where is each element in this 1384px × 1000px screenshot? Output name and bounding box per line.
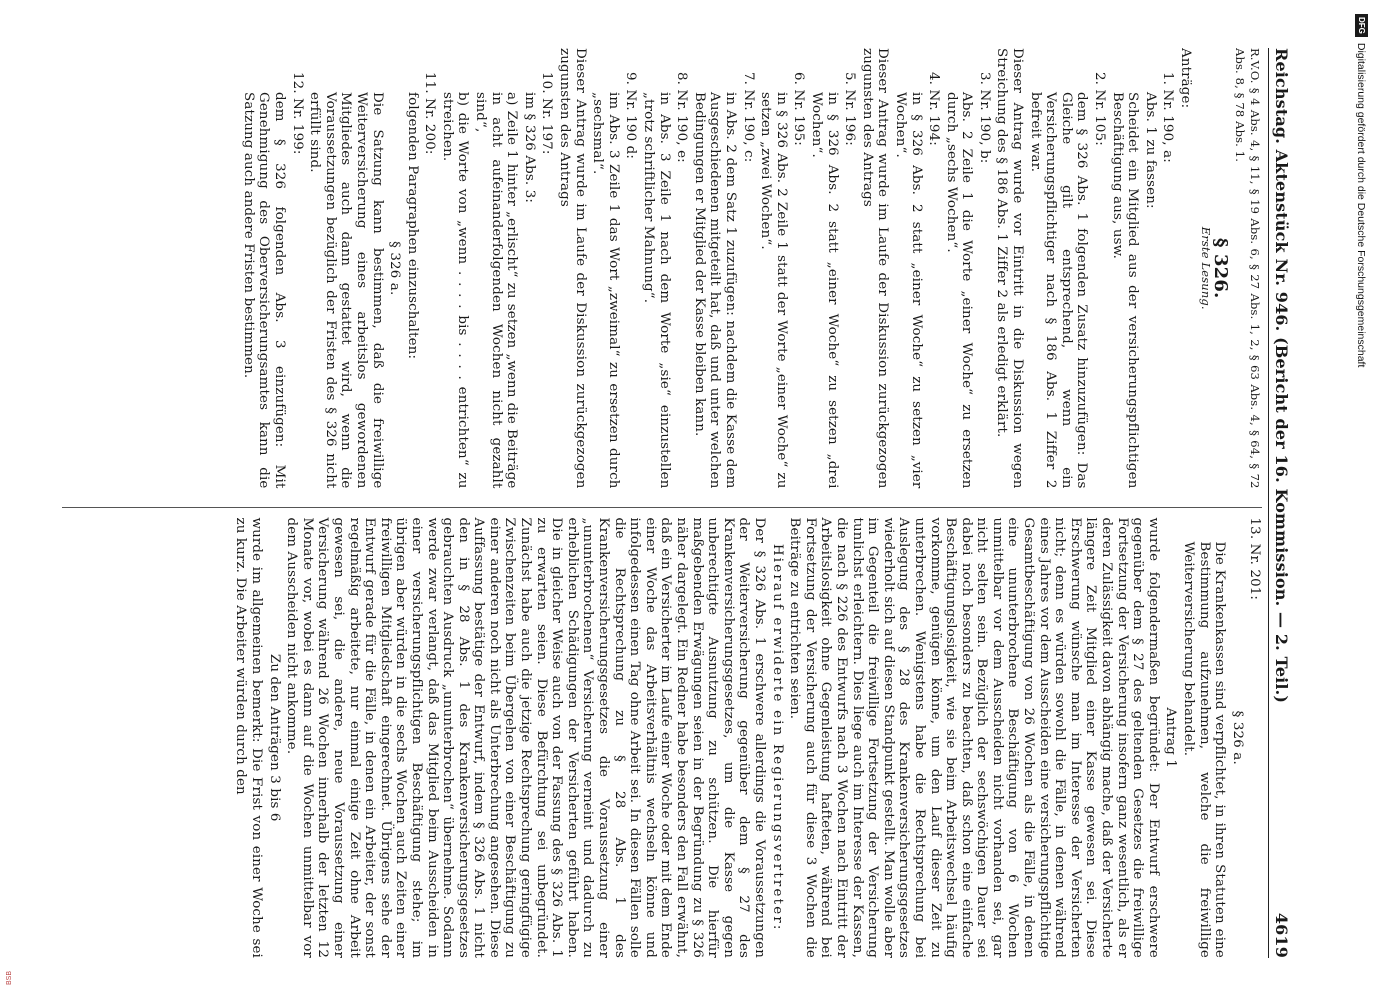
list-item: 8. Nr. 190, e: [674,72,690,163]
list-item: im § 326 Abs. 3: [521,92,537,204]
page-number: 4619 [1272,912,1291,958]
list-item: § 326 a. [387,241,403,296]
antrag-1-label: Antrag 1 [1163,707,1179,769]
dfg-logo: DFG [1355,14,1368,37]
list-item: Dieser Antrag wurde im Laufe der Diskussion zurückgezogen zugunsten des Antrags [859,48,891,489]
section-subtitle: Erste Lesung. [1198,226,1213,310]
paragraph: Zu den Anträgen 3 bis 6 [266,653,282,822]
list-item: im Abs. 3 Zeile 1 das Wort „zweimal“ zu ersetzen durch „sechsmal“. [590,92,621,489]
scan-mark: BSB [6,970,13,985]
list-item: in Abs. 3 Zeile 1 nach dem Worte „sie“ einzustellen „trotz schriftlicher Mahnung“. [641,92,672,489]
list-item: a) Zeile 1 hinter „erlischt“ zu setzen „wenn die Beiträge in acht aufeinanderfolgenden Wochen nicht gezahlt sind“, [473,92,520,489]
paragraph: wurde im allgemeinen bemerkt: Die Frist von einer Woche sei zu kurz. Die Arbeiter würden durch den [233,517,264,958]
list-item: 10. Nr. 197: [539,72,555,155]
list-item: Abs. 2 Zeile 1 die Worte „einer Woche“ zu ersetzen durch „sechs Wochen“. [943,92,975,489]
list-item: 7. Nr. 190, c: [740,72,756,163]
list-item: 11. Nr. 200: [422,72,438,155]
list-item: 1. Nr. 190, a: [1160,72,1176,163]
funding-note [1355,14,1368,998]
list-item: in § 326 Abs. 2 statt „einer Woche“ zu setzen „vier Wochen“. [892,92,924,489]
list-item: in § 326 Abs. 2 Zeile 1 statt der Worte „einer Woche“ zu setzen „zwei Wochen“. [758,92,789,489]
list-item: 4. Nr. 194: [926,72,942,146]
paragraph: Der § 326 Abs. 1 erschwere allerdings die Voraussetzungen der Weiterversicherung gegenüber dem § 27 des Krankenversicherungsgesetzes, um die Kasse gegen unberechtigte Ausnutzung zu schützen. Die hierfür maßgebenden Erwägungen seien in der Begründung zu § 326 näher dargelegt. Ein Redner habe besonders den Fall erwähnt, daß ein Versicherter im Laufe einer Woche oder mit dem Ende einer Woche das Arbeitsverhältnis wechseln könne und infolgedessen einen Tag ohne Arbeit sei. In diesen Fällen solle die Rechtsprechung zu § 28 Abs. 1 des Krankenversicherungsgesetzes die Voraussetzung einer „ununterbrochenen“ Versicherung verneint und dadurch zu erheblichen Schädigungen der Versicherten geführt haben. Die in gleicher Weise auch von der Fassung des § 326 Abs. 1 zu erwarten seien. Diese Befürchtung sei unbegründet. Zunächst habe auch die jetzige Rechtsprechung geringfügige Zwischenzeiten beim Übergehen von einer Beschäftigung zu einer anderen noch nicht als Unterbrechung angesehen. Diese Auffassung bestätige der Entwurf, indem § 326 Abs. 1 nicht den in § 28 Abs. 1 des Krankenversicherungsgesetzes gebrauchten Ausdruck „ununterbrochen“ übernehme. Sodann werde zwar verlangt, daß das Mitglied beim Ausscheiden in einer versicherungspflichtigen Beschäftigung stehe; im übrigen aber würden in die sechs Wochen auch Zeiten einer freiwilligen Mitgliedschaft eingerechnet. Übrigens sehe der Entwurf gerade für die Fälle, in denen ein Arbeiter, der sonst regelmäßig arbeitete, nur einmal einige Zeit ohne Arbeit gewesen sei, die andere, neue Voraussetzung einer Versicherung während 26 Wochen innerhalb der letzten 12 Monate vor, wobei es dann auf die Wochen unmittelbar vor dem Ausscheiden nicht ankomme. [284,517,767,958]
paragraph: Hierauf erwiderte ein Regierungsvertreter: [769,543,785,932]
list-item: Scheidet ein Mitglied aus der versicherungspflichtigen Beschäftigung aus, usw. [1109,92,1141,489]
item-13-label: 13. Nr. 201: [1247,517,1263,601]
list-item: b) die Worte von „wenn . . . . bis . . . . entrichten“ zu streichen. [439,92,471,489]
list-item: 3. Nr. 190, b: [976,72,992,164]
list-item: 6. Nr. 195: [791,72,807,146]
document-page [25,38,1295,968]
list-item: folgenden Paragraphen einzuschalten: [404,92,420,360]
section-title: § 326. [1210,238,1232,299]
list-item: dem § 326 Abs. 1 folgenden Zusatz hinzuzufügen: Das Gleiche gilt entsprechend, wenn ein Versicherungspflichtiger nach § 186 Abs. 1 Ziffer 2 befreit war. [1027,92,1090,489]
list-item: 2. Nr. 105: [1092,72,1108,146]
intro-line: R.V.O. § 4 Abs. 4, § 11, § 19 Abs. 6, § 27 Abs. 1, 2, § 63 Abs. 4, § 64, § 72 Abs. 8, § 78 Abs. 1. [1232,48,1263,489]
list-item: 9. Nr. 190 d: [623,72,639,160]
list-item: Dieser Antrag wurde im Laufe der Diskussion zurückgezogen zugunsten des Antrags [557,48,588,489]
list-item: in § 326 Abs. 2 statt „einer Woche“ zu setzen „drei Wochen“. [808,92,840,489]
section-326a: § 326 a. [1229,710,1245,765]
paragraph: wurde folgendermaßen begründet: Der Entwurf erschwere gegenüber dem § 27 des geltenden Gesetzes die freiwillige Fortsetzung der Versicherung insofern ganz wesentlich, als er deren Zulässigkeit davon abhängig mache, daß der Versicherte längere Zeit Mitglied einer Kasse gewesen sei. Diese Erschwerung wünsche man im Interesse der Versicherten nicht; denn es würden sowohl die Fälle, in denen während eines Jahres vor dem Ausscheiden eine versicherungspflichtige Gesamtbeschäftigung von 26 Wochen als die Fälle, in denen eine ununterbrochene Beschäftigung von 6 Wochen unmittelbar vor dem Ausscheiden nicht vorhanden sei, gar nicht selten sein. Bezüglich der sechswöchigen Dauer sei dabei noch besonders zu beachten, daß schon eine einfache Beschäftigungslosigkeit, wie sie beim Arbeitswechsel häufig vorkomme, genügen könne, um den Lauf dieser Zeit zu unterbrechen. Wenigstens habe die Rechtsprechung bei Auslegung des § 28 des Krankenversicherungsgesetzes wiederholt sich auf diesen Standpunkt gestellt. Man wolle aber im Gegenteil die freiwillige Fortsetzung der Versicherung tunlichst erleichtern. Dies liege auch im Interesse der Kassen, die nach § 226 des Entwurfs nach 3 Wochen nach Eintritt der Arbeitslosigkeit ohne Gegenleistung hafteten, während bei Fortsetzung der Versicherung auch für diese 3 Wochen die Beiträge zu entrichten seien. [787,517,1161,958]
right-column [62,507,1262,959]
list-item: 5. Nr. 196: [842,72,858,146]
page-header [1268,48,1289,958]
list-item: Dieser Antrag wurde vor Eintritt in die Diskussion wegen Streichung des § 186 Abs. 1 Ziffer 2 als erledigt erklärt. [994,48,1026,489]
antraege-label: Anträge: [1178,48,1194,109]
list-item: dem § 326 folgenden Abs. 3 einzufügen: Mit Genehmigung des Oberversicherungsamtes kann die Satzung auch andere Fristen bestimmen. [240,92,287,489]
list-item: Abs. 1 zu fassen: [1142,92,1158,209]
list-item: Die Satzung kann bestimmen, daß die freiwillige Weiterversicherung eines arbeitslos gewordenen Mitgliedes auch dann gestattet wird, wenn die Voraussetzungen bezüglich der Fristen des § 326 nicht erfüllt sind. [307,92,385,489]
funding-text: Digitalisierung gefördert durch die Deutsche Forschungsgemeinschaft [1355,42,1368,368]
item-13-text: Die Krankenkassen sind verpflichtet, in ihren Statuten eine Bestimmung aufzunehmen, welche die freiwillige Weiterversicherung behandelt. [1181,541,1228,958]
running-title: Reichstag. Aktenstück Nr. 946. (Bericht der 16. Kommission. — 2. Teil.) [1272,48,1291,704]
left-column [62,48,1262,489]
list-item: 12. Nr. 199: [289,72,305,155]
list-item: in Abs. 2 dem Satz 1 zuzufügen: nachdem die Kasse dem Ausgeschiedenen mitgeteilt hat, daß und unter welchen Bedingungen er Mitglied der Kasse bleiben kann. [691,92,738,489]
